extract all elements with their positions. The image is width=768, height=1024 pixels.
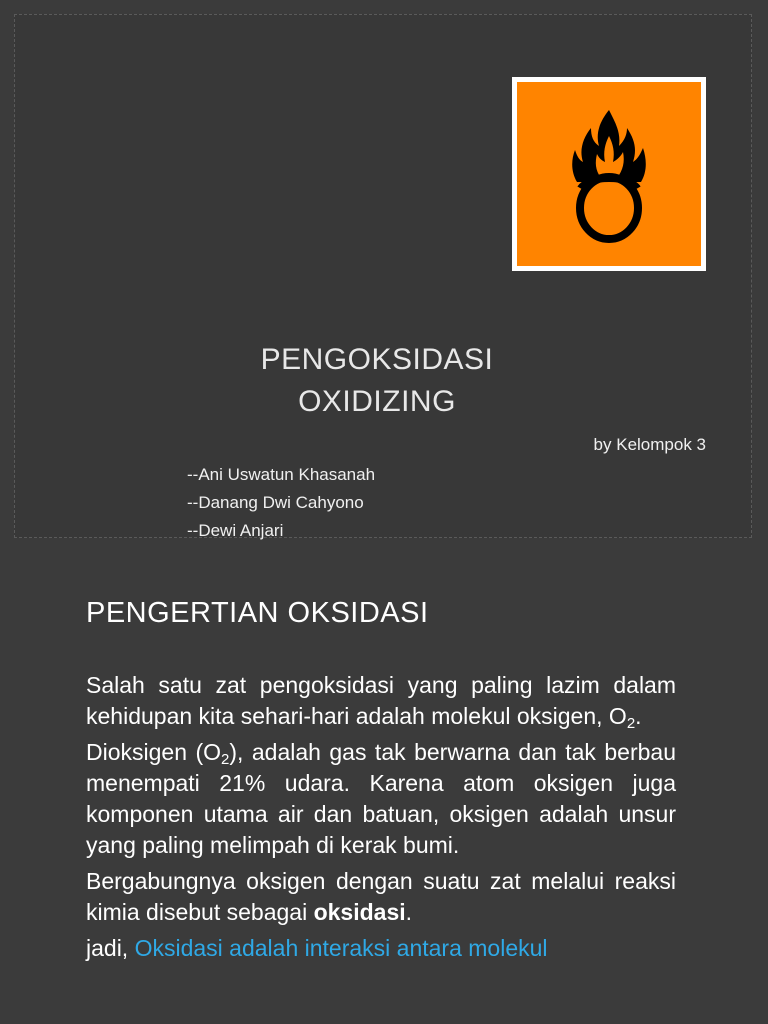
bold-term: oksidasi	[313, 899, 406, 925]
paragraph-3: Bergabungnya oksigen dengan suatu zat melalui reaksi kimia disebut sebagai oksidasi.	[86, 868, 676, 925]
highlighted-definition: Oksidasi adalah interaksi antara molekul	[134, 935, 548, 961]
member-item: --Danang Dwi Cahyono	[187, 493, 364, 512]
member-item: --Dewi Anjari	[187, 521, 284, 540]
member-list	[187, 461, 375, 545]
oxidizer-flame-over-circle-icon	[517, 82, 701, 266]
byline: by Kelompok 3	[593, 435, 706, 454]
paragraph-2: Dioksigen $(O_2)$, adalah gas tak berwarna dan tak berbau menempati 21% udara. Karena atom oksigen juga komponen utama air dan batuan, oksigen adalah unsur yang paling melimpah di kerak bumi.	[86, 739, 677, 858]
member-item: --Ani Uswatun Khasanah	[187, 465, 376, 484]
title-slide	[14, 14, 752, 538]
hazard-symbol-frame	[512, 77, 706, 271]
title-line-2: OXIDIZING	[298, 385, 456, 418]
paragraph-4: jadi, Oksidasi adalah interaksi antara molekul	[86, 935, 548, 961]
title-line-1: PENGOKSIDASI	[260, 343, 494, 376]
section-title: PENGERTIAN OKSIDASI	[86, 597, 429, 629]
paragraph-1: Salah satu zat pengoksidasi yang paling lazim dalam kehidupan kita sehari-hari adalah molekul oksigen, $O_2$.	[86, 672, 676, 732]
body-text	[86, 670, 676, 969]
